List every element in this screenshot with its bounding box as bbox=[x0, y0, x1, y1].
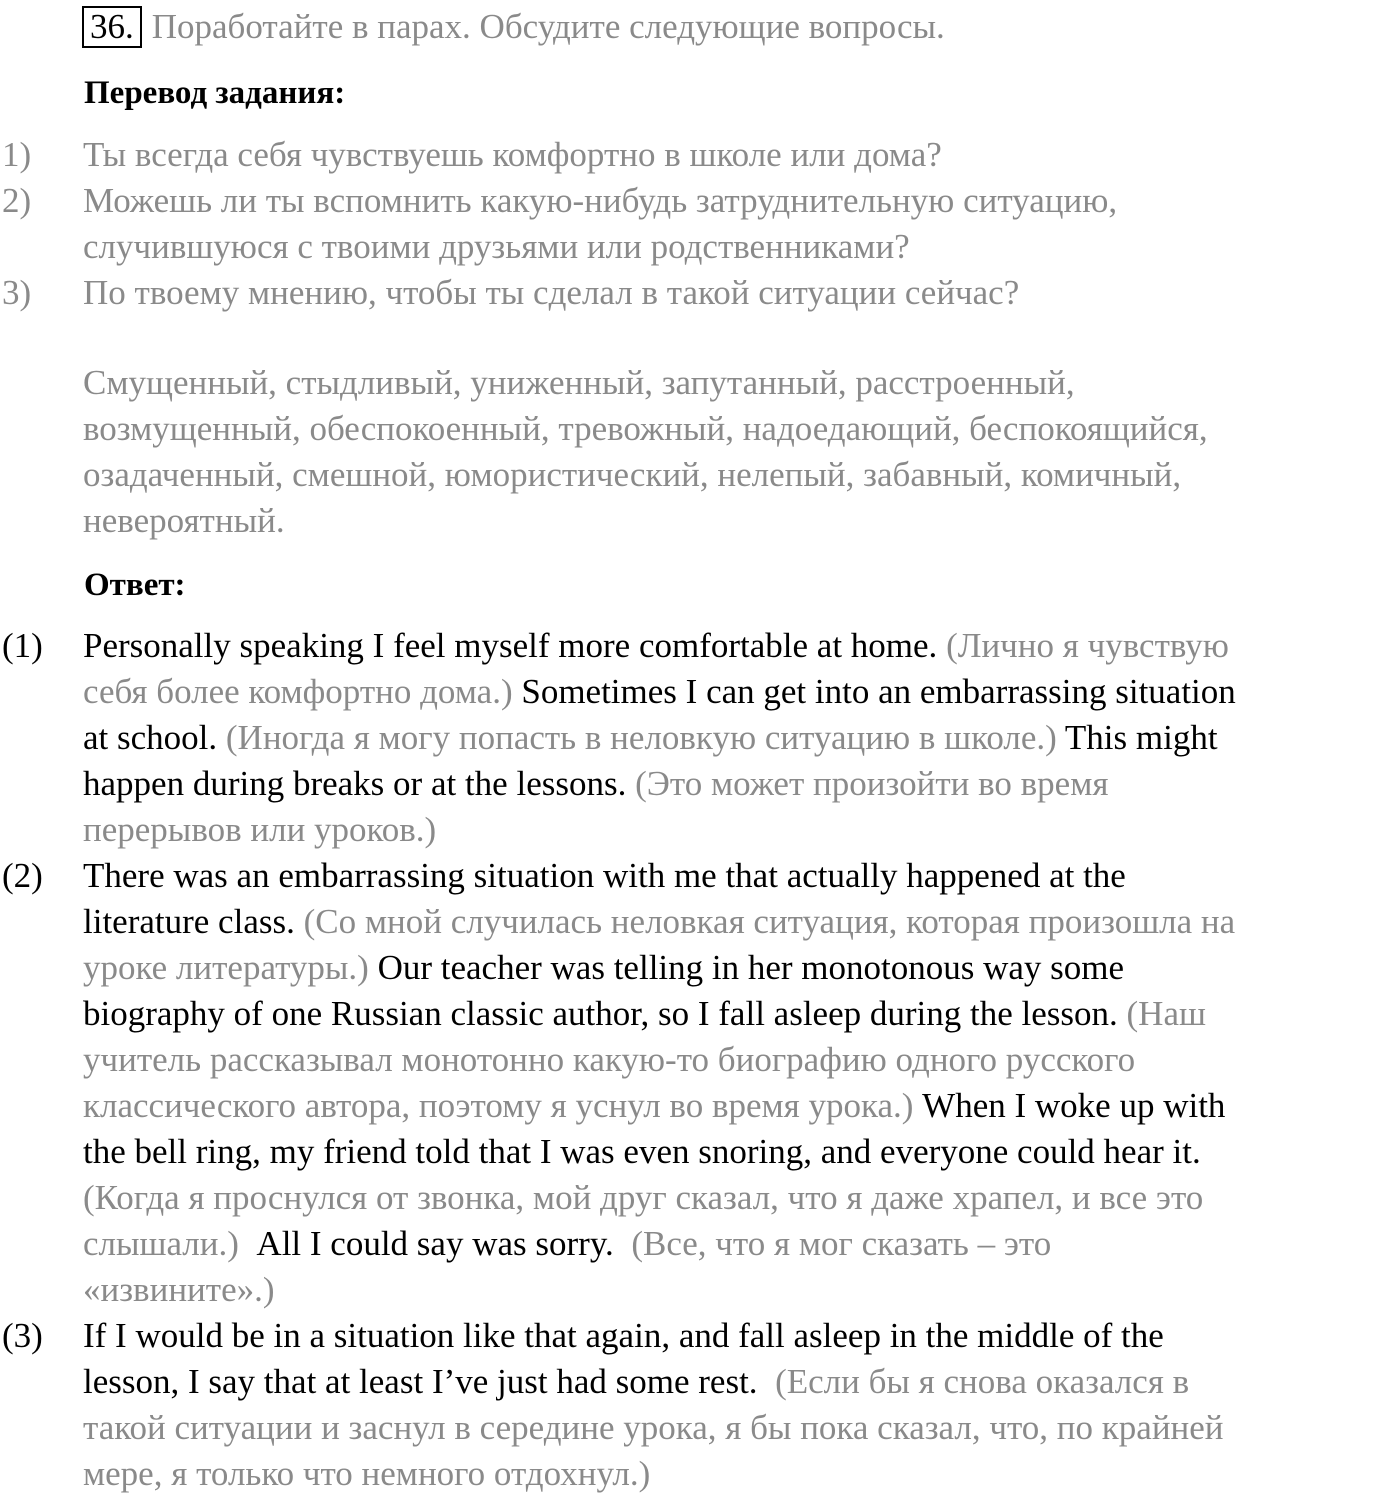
question-marker: 3) bbox=[2, 273, 32, 312]
russian-translation-text: (Иногда я могу попасть в неловкую ситуацию в школе.) bbox=[225, 718, 1065, 757]
answer-line bbox=[83, 899, 1396, 945]
russian-translation-text: (Если бы я снова оказался в bbox=[775, 1362, 1190, 1401]
questions-list bbox=[0, 132, 1400, 316]
answer-marker: (2) bbox=[2, 856, 43, 895]
russian-translation-text: (Все, что я мог сказать – это bbox=[631, 1224, 1052, 1263]
answer-line bbox=[83, 1313, 1396, 1359]
english-answer-text: at school. bbox=[83, 718, 226, 757]
english-answer-text: There was an embarrassing situation with me that actually happened at the bbox=[83, 856, 1126, 895]
russian-translation-text: классического автора, поэтому я уснул во время урока.) bbox=[83, 1086, 923, 1125]
english-answer-text: literature class. bbox=[83, 902, 304, 941]
vocabulary-line: возмущенный, обеспокоенный, тревожный, надоедающий, беспокоящийся, bbox=[83, 409, 1208, 448]
english-answer-text: When I woke up with bbox=[922, 1086, 1226, 1125]
english-answer-text: Our teacher was telling in her monotonous way some bbox=[377, 948, 1125, 987]
russian-translation-text: «извините».) bbox=[83, 1270, 275, 1309]
russian-translation-text: (Наш bbox=[1126, 994, 1206, 1033]
answer-line bbox=[83, 1175, 1396, 1221]
answer-line bbox=[83, 1267, 1396, 1313]
answer-line bbox=[83, 1037, 1396, 1083]
russian-translation-text: перерывов или уроков.) bbox=[83, 810, 437, 849]
russian-translation-text: такой ситуации и заснул в середине урока, я бы пока сказал, что, по крайней bbox=[83, 1408, 1224, 1447]
answer-item bbox=[0, 853, 1400, 1313]
answer-line bbox=[83, 853, 1396, 899]
russian-translation-text: мере, я только что немного отдохнул.) bbox=[83, 1454, 651, 1493]
question-marker: 2) bbox=[2, 181, 32, 220]
answer-line bbox=[83, 1221, 1396, 1267]
english-answer-text: the bell ring, my friend told that I was even snoring, and everyone could hear it. bbox=[83, 1132, 1201, 1171]
question-line: Можешь ли ты вспомнить какую-нибудь затруднительную ситуацию, bbox=[83, 181, 1118, 220]
task-header bbox=[82, 4, 945, 50]
vocabulary-line: Смущенный, стыдливый, униженный, запутанный, расстроенный, bbox=[83, 363, 1075, 402]
answer-line bbox=[83, 807, 1396, 853]
russian-translation-text: (Когда я проснулся от звонка, мой друг сказал, что я даже храпел, и все это bbox=[83, 1178, 1204, 1217]
english-answer-text: All I could say was sorry. bbox=[256, 1224, 632, 1263]
answers-list bbox=[0, 623, 1400, 1497]
english-answer-text: Sometimes I can get into an embarrassing situation bbox=[521, 672, 1236, 711]
question-marker: 1) bbox=[2, 135, 32, 174]
answer-line bbox=[83, 945, 1396, 991]
answer-line bbox=[83, 761, 1396, 807]
english-answer-text: Personally speaking I feel myself more comfortable at home. bbox=[83, 626, 947, 665]
question-item bbox=[0, 270, 1400, 316]
answer-line bbox=[83, 669, 1396, 715]
russian-translation-text: (Лично я чувствую bbox=[946, 626, 1229, 665]
russian-translation-text: (Это может произойти во время bbox=[635, 764, 1109, 803]
answer-line bbox=[83, 1451, 1396, 1497]
russian-translation-text: уроке литературы.) bbox=[83, 948, 378, 987]
question-item bbox=[0, 132, 1400, 178]
answer-item bbox=[0, 1313, 1400, 1497]
task-instruction: Поработайте в парах. Обсудите следующие вопросы. bbox=[151, 7, 945, 46]
translation-heading: Перевод задания: bbox=[84, 75, 346, 111]
task-number-box: 36. bbox=[82, 6, 142, 48]
english-answer-text: happen during breaks or at the lessons. bbox=[83, 764, 636, 803]
vocabulary-line: озадаченный, смешной, юмористический, нелепый, забавный, комичный, bbox=[83, 455, 1182, 494]
answer-marker: (1) bbox=[2, 626, 43, 665]
russian-translation-text: (Со мной случилась неловкая ситуация, которая произошла на bbox=[303, 902, 1236, 941]
answer-line bbox=[83, 1359, 1396, 1405]
answer-line bbox=[83, 715, 1396, 761]
russian-translation-text: учитель рассказывал монотонно какую-то биографию одного русского bbox=[83, 1040, 1136, 1079]
answer-marker: (3) bbox=[2, 1316, 43, 1355]
answer-line bbox=[83, 623, 1396, 669]
answer-line bbox=[83, 1129, 1396, 1175]
english-answer-text: biography of one Russian classic author, so I fall asleep during the lesson. bbox=[83, 994, 1127, 1033]
answer-line bbox=[83, 991, 1396, 1037]
question-item bbox=[0, 178, 1400, 270]
russian-translation-text: слышали.) bbox=[83, 1224, 257, 1263]
question-line: случившуюся с твоими друзьями или родственниками? bbox=[83, 227, 910, 266]
answer-heading: Ответ: bbox=[84, 567, 186, 603]
answer-item bbox=[0, 623, 1400, 853]
question-line: По твоему мнению, чтобы ты сделал в такой ситуации сейчас? bbox=[83, 273, 1020, 312]
question-line: Ты всегда себя чувствуешь комфортно в школе или дома? bbox=[83, 135, 942, 174]
english-answer-text: If I would be in a situation like that again, and fall asleep in the middle of the bbox=[83, 1316, 1164, 1355]
vocabulary-line: невероятный. bbox=[83, 501, 285, 540]
answer-line bbox=[83, 1405, 1396, 1451]
english-answer-text: This might bbox=[1064, 718, 1218, 757]
russian-translation-text: себя более комфортно дома.) bbox=[83, 672, 522, 711]
answer-line bbox=[83, 1083, 1396, 1129]
english-answer-text: lesson, I say that at least I’ve just had some rest. bbox=[83, 1362, 776, 1401]
vocabulary-block bbox=[83, 360, 1383, 544]
